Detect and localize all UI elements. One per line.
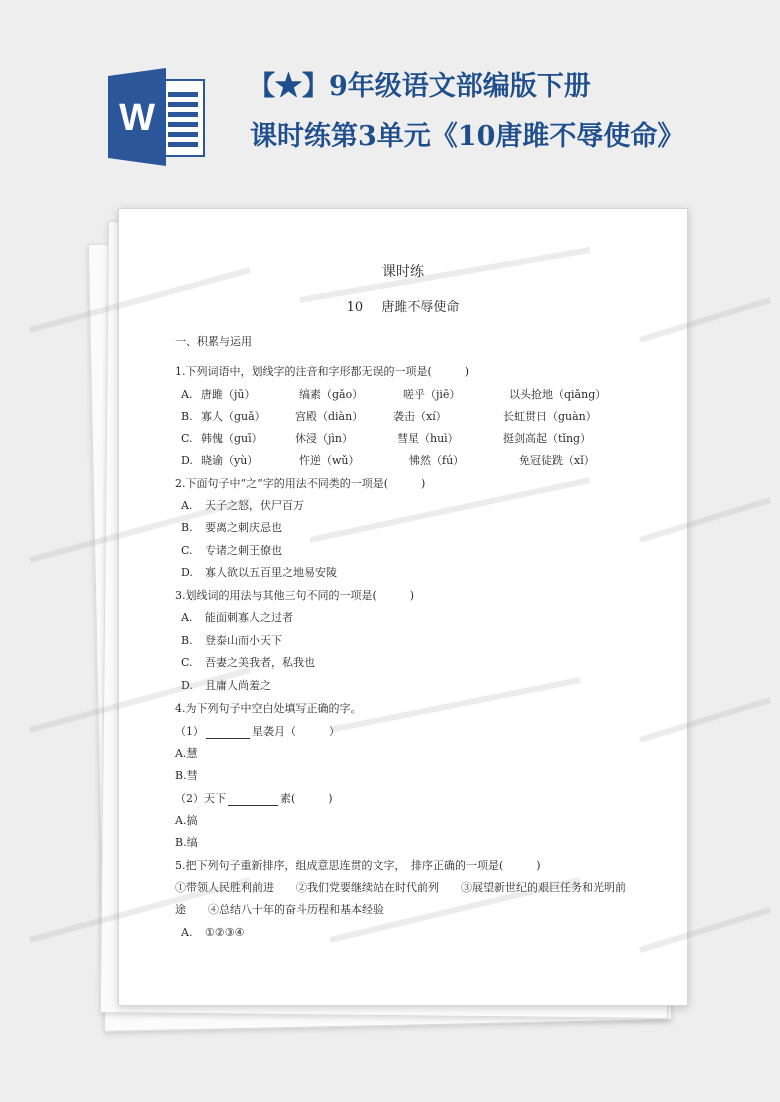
q3-option-text: 且庸人尚羞之: [205, 679, 271, 692]
q3-option-text: 吾妻之美我者，私我也: [205, 656, 315, 669]
question-3-stem: 3.划线词的用法与其他三句不同的一项是( ): [175, 589, 415, 602]
q1-option-label: A.: [181, 388, 193, 401]
q3-option-label: A.: [181, 611, 193, 624]
q1-b-word1: 寡人（guǎ）: [201, 410, 266, 423]
q4-part1-option-a: A.慧: [175, 747, 198, 760]
q5-option-label: A.: [181, 926, 193, 939]
q1-c-word3: 彗星（huì）: [397, 432, 459, 445]
q1-option-label: C.: [181, 432, 193, 445]
page-heading-line1: 【★】9年级语文部编版下册: [248, 71, 591, 102]
q2-option-label: A.: [181, 499, 193, 512]
q1-d-word2: 忤逆（wǔ）: [299, 454, 360, 467]
q3-option-label: C.: [181, 656, 193, 669]
q2-option-text: 天子之怒，伏尸百万: [205, 499, 304, 512]
q5-option-text: ①②③④: [205, 926, 245, 939]
q1-b-word2: 宫殿（diàn）: [295, 410, 364, 423]
q3-option-text: 登泰山而小天下: [205, 634, 282, 647]
q1-d-word4: 免冠徒跣（xǐ）: [519, 454, 595, 467]
q2-option-text: 要离之刺庆忌也: [205, 521, 282, 534]
q2-option-label: D.: [181, 566, 193, 579]
q4-part1-option-b: B.彗: [175, 769, 198, 782]
lesson-title: 10 唐雎不辱使命: [346, 300, 460, 315]
q1-b-word3: 袭击（xí）: [393, 410, 447, 423]
q1-d-word1: 晓谕（yù）: [201, 454, 259, 467]
q4-part2-option-a: A.搞: [175, 814, 198, 827]
q1-option-label: D.: [181, 454, 193, 467]
q2-option-label: C.: [181, 544, 193, 557]
q4-part1-suffix: 星袭月（ ）: [252, 725, 340, 738]
q4-part1-blank: [206, 727, 250, 739]
q5-sentences-line1: ①带领人民胜利前进 ②我们党要继续站在时代前列 ③展望新世纪的艰巨任务和光明前: [175, 881, 626, 894]
q4-part2-suffix: 素( ): [280, 792, 333, 805]
q4-part2-line: [175, 792, 333, 806]
document-title: 课时练: [382, 264, 424, 280]
q3-option-label: D.: [181, 679, 193, 692]
q4-part2-prefix: （2）天下: [175, 792, 226, 805]
q1-b-word4: 长虹贯日（guàn）: [503, 410, 597, 423]
question-5-stem: 5.把下列句子重新排序，组成意思连贯的文字， 排序正确的一项是( ): [175, 859, 541, 872]
q2-option-text: 寡人欲以五百里之地易安陵: [205, 566, 337, 579]
q4-part1-prefix: （1）: [175, 725, 204, 738]
q1-c-word4: 挺剑高起（tǐng）: [503, 432, 592, 445]
word-icon: [108, 68, 208, 166]
q1-a-word2: 缟素（gǎo）: [299, 388, 364, 401]
svg-text:W: W: [119, 97, 155, 139]
section-heading: 一、积累与运用: [175, 335, 252, 348]
q1-a-word4: 以头抢地（qiǎng）: [509, 388, 607, 401]
page-heading-line2: 课时练第3单元《10唐雎不辱使命》: [250, 121, 685, 152]
q2-option-label: B.: [181, 521, 193, 534]
q3-option-text: 能面刺寡人之过者: [205, 611, 293, 624]
q1-a-word3: 嗟乎（jiē）: [403, 388, 461, 401]
q1-option-label: B.: [181, 410, 193, 423]
q4-part1-line: [175, 725, 340, 739]
q2-option-text: 专诸之刺王僚也: [205, 544, 282, 557]
q1-a-word1: 唐雎（jū）: [201, 388, 256, 401]
q1-c-word2: 休浸（jìn）: [295, 432, 354, 445]
q5-sentences-line2: 途 ④总结八十年的奋斗历程和基本经验: [175, 903, 384, 916]
q3-option-label: B.: [181, 634, 193, 647]
q4-part2-blank: [228, 794, 278, 806]
question-1-stem: 1.下列词语中，划线字的注音和字形都无误的一项是( ): [175, 365, 470, 378]
q4-part2-option-b: B.缟: [175, 836, 198, 849]
question-4-stem: 4.为下列句子中空白处填写正确的字。: [175, 702, 362, 715]
question-2-stem: 2.下面句子中“之”字的用法不同类的一项是( ): [175, 477, 426, 490]
document-page: [118, 208, 688, 1006]
q1-d-word3: 怫然（fú）: [409, 454, 465, 467]
q1-c-word1: 韩傀（guī）: [201, 432, 263, 445]
